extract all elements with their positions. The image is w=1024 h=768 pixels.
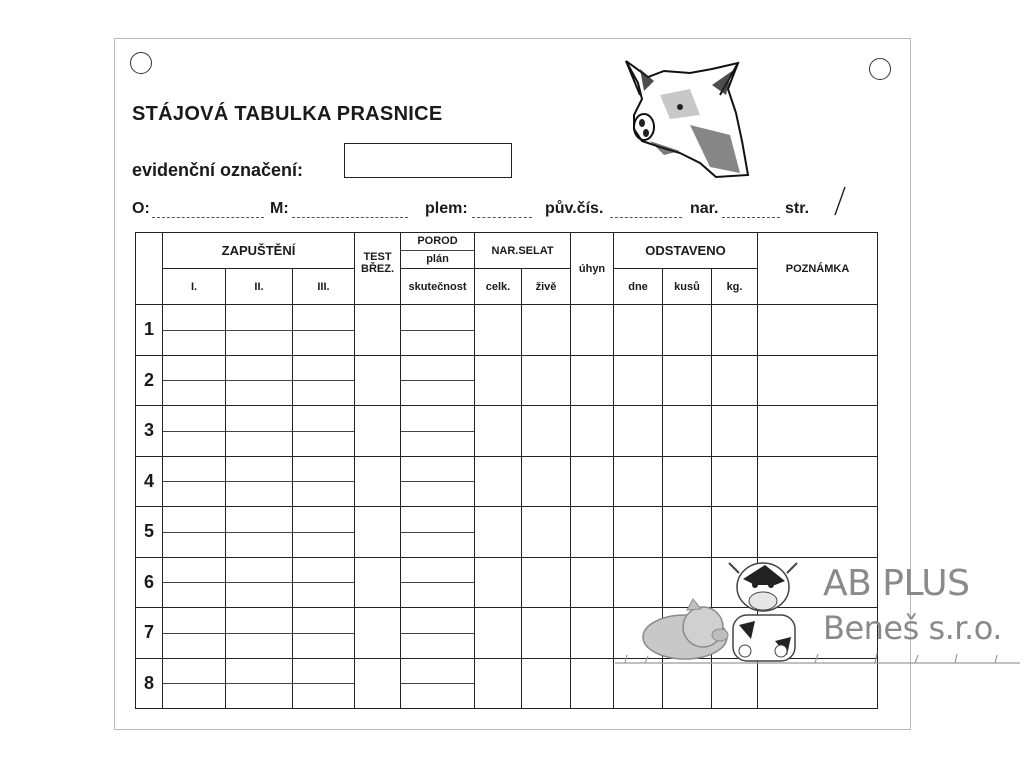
header-kg: kg. xyxy=(712,269,758,305)
table-cell[interactable] xyxy=(475,557,522,608)
table-cell[interactable] xyxy=(163,406,226,457)
table-cell[interactable] xyxy=(571,355,614,406)
table-cell[interactable] xyxy=(401,456,475,507)
table-row xyxy=(136,507,878,558)
header-blank xyxy=(136,233,163,305)
table-cell[interactable] xyxy=(571,456,614,507)
evid-label: evidenční označení: xyxy=(132,160,304,180)
table-cell[interactable] xyxy=(758,507,878,558)
cell-divider xyxy=(226,659,292,709)
cell-divider xyxy=(163,659,225,709)
table-cell[interactable] xyxy=(522,305,571,356)
header-brez: BŘEZ. xyxy=(361,263,394,275)
table-cell[interactable] xyxy=(163,507,226,558)
table-row xyxy=(136,355,878,406)
table-cell[interactable] xyxy=(355,406,401,457)
table-cell[interactable] xyxy=(475,658,522,709)
field-o-line[interactable] xyxy=(152,217,264,218)
header-odstaveno: ODSTAVENO xyxy=(614,233,758,269)
field-m-line[interactable] xyxy=(292,217,408,218)
table-cell[interactable] xyxy=(355,608,401,659)
table-cell[interactable] xyxy=(522,557,571,608)
table-cell[interactable] xyxy=(475,608,522,659)
header-celk: celk. xyxy=(475,269,522,305)
row-number: 6 xyxy=(136,557,163,608)
field-m-label: M: xyxy=(270,200,289,217)
table-cell[interactable] xyxy=(614,305,663,356)
table-cell[interactable] xyxy=(293,406,355,457)
table-cell[interactable] xyxy=(401,658,475,709)
header-dne: dne xyxy=(614,269,663,305)
cell-divider xyxy=(163,457,225,507)
header-test: TEST xyxy=(363,251,392,263)
table-cell[interactable] xyxy=(475,507,522,558)
row-number: 2 xyxy=(136,355,163,406)
table-cell[interactable] xyxy=(163,456,226,507)
page-slash-icon xyxy=(833,186,847,216)
table-row xyxy=(136,305,878,356)
table-cell[interactable] xyxy=(712,355,758,406)
table-cell[interactable] xyxy=(226,507,293,558)
cell-divider xyxy=(401,457,474,507)
logo-cow-icon xyxy=(729,563,797,661)
table-cell[interactable] xyxy=(226,608,293,659)
table-cell[interactable] xyxy=(663,305,712,356)
cell-divider xyxy=(293,558,354,608)
field-o-label: O: xyxy=(132,200,150,217)
cell-divider xyxy=(293,608,354,658)
cell-divider xyxy=(226,608,292,658)
table-row xyxy=(136,456,878,507)
table-cell[interactable] xyxy=(475,305,522,356)
logo-text-benes: Beneš s.r.o. xyxy=(823,609,1002,647)
field-plem-line[interactable] xyxy=(472,217,532,218)
table-cell[interactable] xyxy=(522,507,571,558)
table-cell[interactable] xyxy=(293,456,355,507)
table-cell[interactable] xyxy=(475,406,522,457)
field-puv-cis-label: pův.čís. xyxy=(545,200,604,217)
row-number: 1 xyxy=(136,305,163,356)
table-cell[interactable] xyxy=(401,305,475,356)
cell-divider xyxy=(226,507,292,557)
cell-divider xyxy=(401,305,474,355)
header-zap-iii: III. xyxy=(293,269,355,305)
table-cell[interactable] xyxy=(163,658,226,709)
cell-divider xyxy=(163,507,225,557)
header-test-brez xyxy=(355,233,401,305)
table-row xyxy=(136,406,878,457)
table-cell[interactable] xyxy=(663,456,712,507)
table-cell[interactable] xyxy=(401,507,475,558)
table-cell[interactable] xyxy=(758,305,878,356)
table-cell[interactable] xyxy=(663,507,712,558)
table-cell[interactable] xyxy=(401,557,475,608)
table-cell[interactable] xyxy=(226,557,293,608)
table-cell[interactable] xyxy=(401,355,475,406)
table-cell[interactable] xyxy=(522,355,571,406)
table-cell[interactable] xyxy=(571,507,614,558)
header-nar-selat: NAR.SELAT xyxy=(475,233,571,269)
cell-divider xyxy=(226,356,292,406)
punch-hole-right xyxy=(869,58,891,80)
cell-divider xyxy=(226,457,292,507)
table-cell[interactable] xyxy=(712,305,758,356)
table-cell[interactable] xyxy=(614,406,663,457)
cell-divider xyxy=(401,608,474,658)
table-cell[interactable] xyxy=(475,355,522,406)
punch-hole-left xyxy=(130,52,152,74)
cell-divider xyxy=(163,305,225,355)
evid-input-box[interactable] xyxy=(344,143,512,178)
cell-divider xyxy=(401,659,474,709)
form-title: STÁJOVÁ TABULKA PRASNICE xyxy=(132,103,443,125)
table-cell[interactable] xyxy=(571,557,614,608)
table-cell[interactable] xyxy=(226,355,293,406)
table-cell[interactable] xyxy=(614,355,663,406)
header-zap-ii: II. xyxy=(226,269,293,305)
table-cell[interactable] xyxy=(663,406,712,457)
field-nar-label: nar. xyxy=(690,200,719,217)
table-cell[interactable] xyxy=(355,305,401,356)
table-cell[interactable] xyxy=(614,507,663,558)
header-zive: živě xyxy=(522,269,571,305)
table-cell[interactable] xyxy=(614,456,663,507)
table-cell[interactable] xyxy=(355,658,401,709)
table-cell[interactable] xyxy=(522,608,571,659)
table-cell[interactable] xyxy=(522,456,571,507)
header-plan: plán xyxy=(426,253,449,265)
field-nar-line[interactable] xyxy=(722,217,780,218)
table-cell[interactable] xyxy=(355,507,401,558)
field-str-label: str. xyxy=(785,200,810,217)
row-number: 3 xyxy=(136,406,163,457)
table-cell[interactable] xyxy=(712,406,758,457)
table-cell[interactable] xyxy=(712,507,758,558)
header-porod-cell xyxy=(401,233,475,269)
header-zap-i: I. xyxy=(163,269,226,305)
cell-divider xyxy=(401,558,474,608)
table-cell[interactable] xyxy=(226,406,293,457)
cell-divider xyxy=(226,305,292,355)
cell-divider xyxy=(163,558,225,608)
logo-text-ab-plus: AB PLUS xyxy=(823,563,970,604)
table-cell[interactable] xyxy=(522,406,571,457)
table-cell[interactable] xyxy=(663,355,712,406)
row-number: 7 xyxy=(136,608,163,659)
table-cell[interactable] xyxy=(293,507,355,558)
table-cell[interactable] xyxy=(293,658,355,709)
cell-divider xyxy=(293,457,354,507)
cell-divider xyxy=(401,406,474,456)
table-cell[interactable] xyxy=(522,658,571,709)
table-cell[interactable] xyxy=(475,456,522,507)
cell-divider xyxy=(163,356,225,406)
row-number: 8 xyxy=(136,658,163,709)
header-skutecnost: skutečnost xyxy=(401,269,475,305)
table-cell[interactable] xyxy=(401,608,475,659)
table-cell[interactable] xyxy=(758,406,878,457)
header-porod: POROD xyxy=(401,233,474,251)
table-cell[interactable] xyxy=(293,557,355,608)
table-cell[interactable] xyxy=(712,456,758,507)
header-uhyn: úhyn xyxy=(571,233,614,305)
table-cell[interactable] xyxy=(163,557,226,608)
cell-divider xyxy=(163,608,225,658)
table-cell[interactable] xyxy=(355,355,401,406)
field-puv-cis-line[interactable] xyxy=(610,217,682,218)
table-cell[interactable] xyxy=(571,305,614,356)
table-cell[interactable] xyxy=(226,305,293,356)
row-number: 5 xyxy=(136,507,163,558)
table-cell[interactable] xyxy=(226,658,293,709)
table-cell[interactable] xyxy=(571,658,614,709)
cell-divider xyxy=(401,356,474,406)
pig-head-icon xyxy=(620,55,770,185)
table-cell[interactable] xyxy=(401,406,475,457)
table-cell[interactable] xyxy=(293,355,355,406)
cell-divider xyxy=(401,507,474,557)
table-cell[interactable] xyxy=(293,305,355,356)
cell-divider xyxy=(293,356,354,406)
table-cell[interactable] xyxy=(163,608,226,659)
header-zapusteni: ZAPUŠTĚNÍ xyxy=(163,233,355,269)
field-plem-label: plem: xyxy=(425,200,468,217)
table-cell[interactable] xyxy=(758,355,878,406)
header-kusu: kusů xyxy=(663,269,712,305)
cell-divider xyxy=(226,558,292,608)
header-poznamka: POZNÁMKA xyxy=(758,233,878,305)
table-cell[interactable] xyxy=(355,557,401,608)
table-cell[interactable] xyxy=(355,456,401,507)
table-cell[interactable] xyxy=(163,305,226,356)
cell-divider xyxy=(293,406,354,456)
table-cell[interactable] xyxy=(293,608,355,659)
cell-divider xyxy=(293,507,354,557)
cell-divider xyxy=(163,406,225,456)
table-cell[interactable] xyxy=(571,406,614,457)
logo-pig-icon xyxy=(643,599,728,659)
table-cell[interactable] xyxy=(571,608,614,659)
row-number: 4 xyxy=(136,456,163,507)
cell-divider xyxy=(293,659,354,709)
cell-divider xyxy=(226,406,292,456)
table-cell[interactable] xyxy=(226,456,293,507)
table-cell[interactable] xyxy=(758,456,878,507)
table-cell[interactable] xyxy=(163,355,226,406)
cell-divider xyxy=(293,305,354,355)
